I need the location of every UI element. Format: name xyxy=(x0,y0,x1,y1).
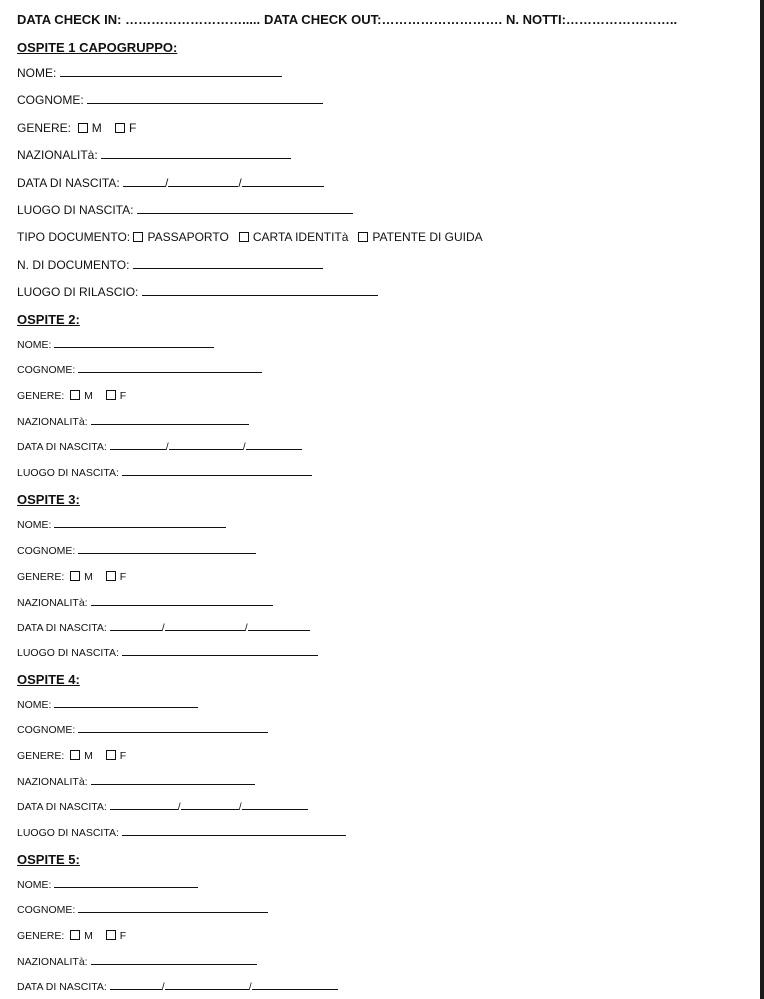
checkbox-icon xyxy=(106,390,116,400)
cognome-line[interactable] xyxy=(87,102,323,104)
ospite3-luogo-nascita: LUOGO DI NASCITA: xyxy=(17,647,318,659)
ospite3-data-nascita: DATA DI NASCITA: / / xyxy=(17,622,310,634)
ospite2-nome: NOME: xyxy=(17,339,214,351)
section-title-ospite-3: OSPITE 3: xyxy=(17,492,80,507)
section-title-ospite-5: OSPITE 5: xyxy=(17,852,80,867)
nazionalita-line[interactable] xyxy=(101,157,291,159)
ospite1-tipo-documento: TIPO DOCUMENTO: PASSAPORTO CARTA IDENTITà PATENTE DI GUIDA xyxy=(17,230,483,244)
cognome-line[interactable] xyxy=(78,731,268,733)
nazionalita-line[interactable] xyxy=(91,783,255,785)
giorno-line[interactable] xyxy=(110,629,162,631)
anno-line[interactable] xyxy=(246,448,302,450)
checkbox-icon xyxy=(106,571,116,581)
ospite2-genere: GENERE: M F xyxy=(17,390,127,402)
ospite5-nazionalita: NAZIONALITà: xyxy=(17,956,257,968)
luogo-nascita-line[interactable] xyxy=(122,654,318,656)
ospite4-nazionalita: NAZIONALITà: xyxy=(17,776,255,788)
nazionalita-line[interactable] xyxy=(91,604,273,606)
page-edge xyxy=(760,0,764,999)
genere-f-option[interactable]: F xyxy=(106,750,126,762)
checkbox-icon xyxy=(70,571,80,581)
ospite5-genere: GENERE: M F xyxy=(17,930,127,942)
ospite1-cognome: COGNOME: xyxy=(17,93,323,107)
section-title-ospite-1: OSPITE 1 CAPOGRUPPO: xyxy=(17,40,178,55)
anno-line[interactable] xyxy=(242,808,308,810)
ospite3-cognome: COGNOME: xyxy=(17,545,256,557)
ospite3-nazionalita: NAZIONALITà: xyxy=(17,597,273,609)
genere-f-option[interactable]: F xyxy=(115,121,136,135)
genere-m-option[interactable]: M xyxy=(70,390,93,402)
mese-line[interactable] xyxy=(165,988,249,990)
luogo-nascita-line[interactable] xyxy=(122,834,346,836)
checkbox-icon xyxy=(70,930,80,940)
checkbox-icon xyxy=(115,123,125,133)
ospite4-luogo-nascita: LUOGO DI NASCITA: xyxy=(17,827,346,839)
ospite3-genere: GENERE: M F xyxy=(17,571,127,583)
n-documento-line[interactable] xyxy=(133,267,323,269)
genere-f-option[interactable]: F xyxy=(106,930,126,942)
ospite1-n-documento: N. DI DOCUMENTO: xyxy=(17,258,323,272)
cognome-line[interactable] xyxy=(78,552,256,554)
ospite1-luogo-nascita: LUOGO DI NASCITA: xyxy=(17,203,353,217)
checkbox-icon xyxy=(133,232,143,242)
genere-m-option[interactable]: M xyxy=(70,571,93,583)
checkbox-icon xyxy=(106,930,116,940)
genere-m-option[interactable]: M xyxy=(78,121,102,135)
mese-line[interactable] xyxy=(168,185,238,187)
cognome-line[interactable] xyxy=(78,371,262,373)
checkbox-icon xyxy=(70,750,80,760)
luogo-nascita-line[interactable] xyxy=(137,212,353,214)
section-title-ospite-4: OSPITE 4: xyxy=(17,672,80,687)
ospite2-luogo-nascita: LUOGO DI NASCITA: xyxy=(17,467,312,479)
ospite5-cognome: COGNOME: xyxy=(17,904,268,916)
nazionalita-line[interactable] xyxy=(91,963,257,965)
ospite4-nome: NOME: xyxy=(17,699,198,711)
luogo-nascita-line[interactable] xyxy=(122,474,312,476)
nome-line[interactable] xyxy=(54,706,198,708)
cognome-line[interactable] xyxy=(78,911,268,913)
checkbox-icon xyxy=(239,232,249,242)
check-in-field[interactable]: DATA CHECK IN: ………………………..... xyxy=(17,12,261,27)
genere-f-option[interactable]: F xyxy=(106,390,126,402)
notti-field[interactable]: N. NOTTI:…………………….. xyxy=(506,12,678,27)
patente-option[interactable]: PATENTE DI GUIDA xyxy=(358,230,482,244)
section-title-ospite-2: OSPITE 2: xyxy=(17,312,80,327)
anno-line[interactable] xyxy=(248,629,310,631)
ospite2-data-nascita: DATA DI NASCITA: / / xyxy=(17,441,302,453)
nome-line[interactable] xyxy=(60,75,282,77)
giorno-line[interactable] xyxy=(110,988,162,990)
ospite5-data-nascita: DATA DI NASCITA: / / xyxy=(17,981,338,993)
mese-line[interactable] xyxy=(181,808,239,810)
passaporto-option[interactable]: PASSAPORTO xyxy=(133,230,228,244)
ospite3-nome: NOME: xyxy=(17,519,226,531)
check-out-field[interactable]: DATA CHECK OUT:………………………. xyxy=(264,12,503,27)
nome-line[interactable] xyxy=(54,526,226,528)
ospite1-nazionalita: NAZIONALITà: xyxy=(17,148,291,162)
nome-line[interactable] xyxy=(54,886,198,888)
checkbox-icon xyxy=(78,123,88,133)
ospite2-nazionalita: NAZIONALITà: xyxy=(17,416,249,428)
genere-m-option[interactable]: M xyxy=(70,930,93,942)
genere-f-option[interactable]: F xyxy=(106,571,126,583)
mese-line[interactable] xyxy=(169,448,243,450)
checkbox-icon xyxy=(106,750,116,760)
ospite1-data-nascita: DATA DI NASCITA: / / xyxy=(17,176,324,190)
nazionalita-line[interactable] xyxy=(91,423,249,425)
anno-line[interactable] xyxy=(252,988,338,990)
ospite1-nome: NOME: xyxy=(17,66,282,80)
checkbox-icon xyxy=(70,390,80,400)
giorno-line[interactable] xyxy=(123,185,165,187)
giorno-line[interactable] xyxy=(110,448,166,450)
ospite1-luogo-rilascio: LUOGO DI RILASCIO: xyxy=(17,285,378,299)
mese-line[interactable] xyxy=(165,629,245,631)
ospite1-genere: GENERE: M F xyxy=(17,121,137,135)
checkbox-icon xyxy=(358,232,368,242)
ospite4-genere: GENERE: M F xyxy=(17,750,127,762)
genere-m-option[interactable]: M xyxy=(70,750,93,762)
giorno-line[interactable] xyxy=(110,808,178,810)
nome-line[interactable] xyxy=(54,346,214,348)
ospite4-cognome: COGNOME: xyxy=(17,724,268,736)
carta-identita-option[interactable]: CARTA IDENTITà xyxy=(239,230,349,244)
anno-line[interactable] xyxy=(242,185,324,187)
luogo-rilascio-line[interactable] xyxy=(142,294,378,296)
ospite4-data-nascita: DATA DI NASCITA: / / xyxy=(17,801,308,813)
ospite2-cognome: COGNOME: xyxy=(17,364,262,376)
ospite5-nome: NOME: xyxy=(17,879,198,891)
